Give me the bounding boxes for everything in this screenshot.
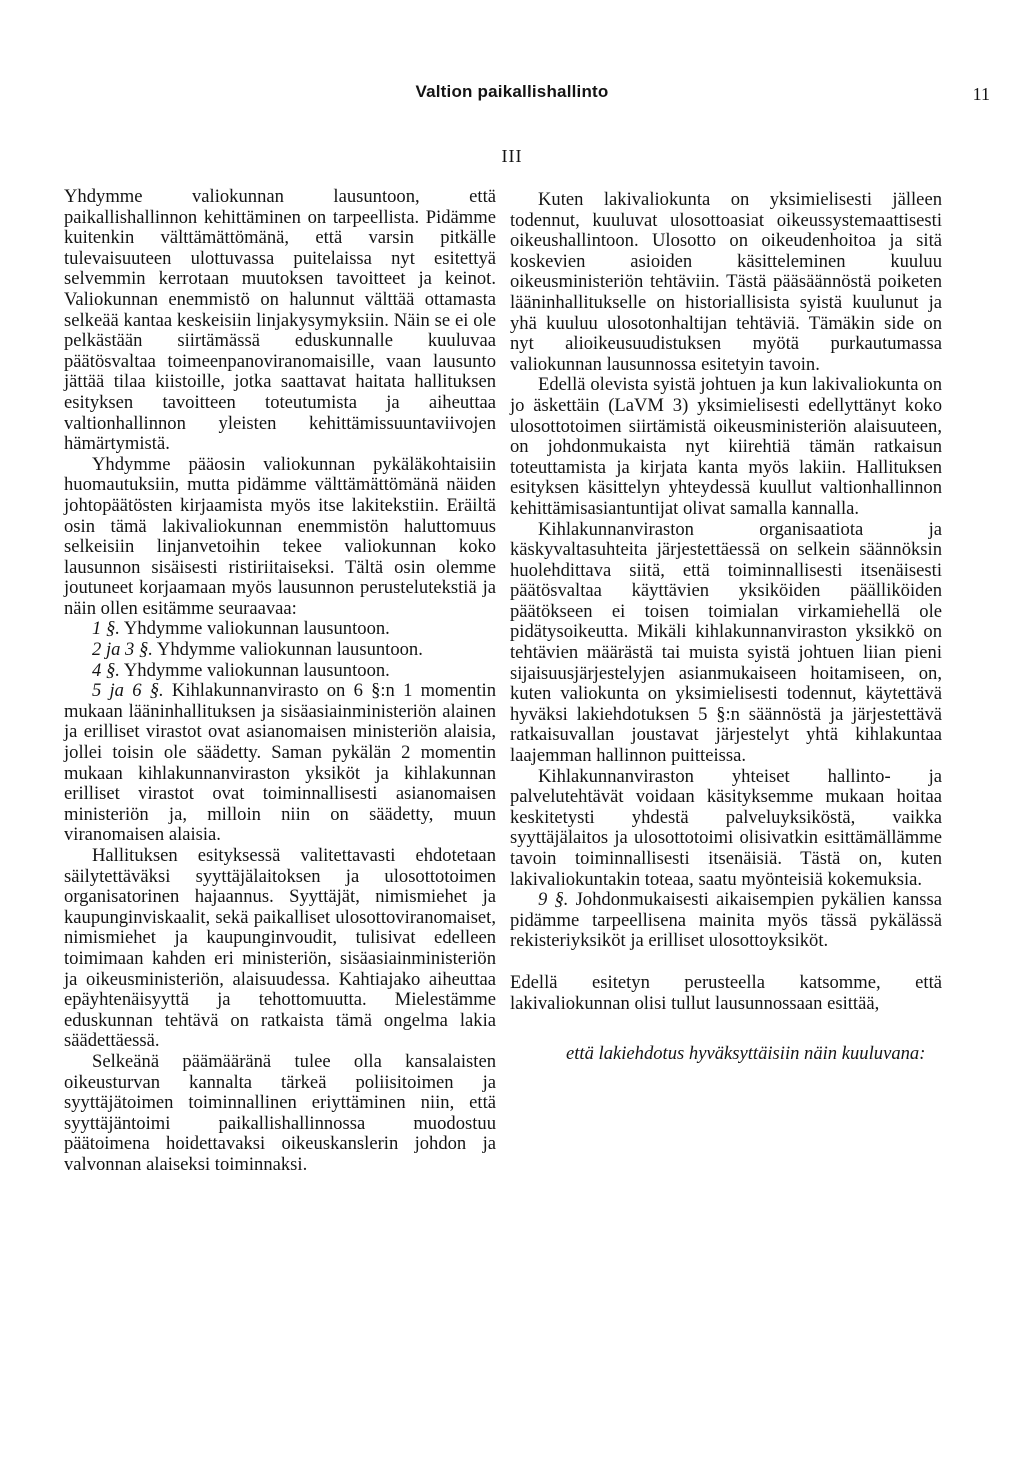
section-item-1 bbox=[64, 619, 496, 640]
left-column bbox=[64, 187, 496, 1176]
section-text-9: Johdonmukaisesti aikaisempien pykälien kanssa pidämme tarpeellisena mainita myös tässä pykälässä rekisteriyksiköt ja erilliset ulosottoyksiköt. bbox=[510, 889, 942, 952]
page-number: 11 bbox=[972, 84, 990, 104]
section-item-4 bbox=[64, 681, 496, 846]
section-item-3 bbox=[64, 661, 496, 682]
section-text-1: Yhdymme valiokunnan lausuntoon. bbox=[119, 618, 390, 640]
left-paragraph-1: Yhdymme valiokunnan lausuntoon, että paikallishallinnon kehittäminen on tarpeellista. Pidämme kuitenkin välttämättömänä, että varsin pitkälle tulevaisuuteen ulottuvassa puitelaissa nyt esitettyä selvemmin kerrotaan muutoksen tavoitteet ja keinot. Valiokunnan enemmistö on halunnut välttää ottamasta selkeää kantaa keskeisiin linjakysymyksiin. Näin se ei ole pelkästään siirtämässä eduskunnalle kuuluvaa päätösvaltaa toimeenpanoviranomaisille, vaan lausunto jättää tilaa kiistoille, jotka saattavat haitata hallituksen esityksen tavoitteen toteutumista ja aiheuttaa valtionhallinnon yleisten kehittämissuuntaviivojen hämärtymistä. bbox=[64, 186, 496, 455]
section-item-9 bbox=[510, 890, 942, 952]
right-paragraph-4: Kihlakunnanviraston yhteiset hallinto- ja palvelutehtävät voidaan käsityksemme mukaan hoitaa keskitetysti yhdestä palveluyksiköstä, vaikka syyttäjälaitos ja ulosottotoimi olisivatkin esittämällämme tavoin toiminnallisesti itsenäisiä. Tästä on, kuten lakivaliokuntakin toteaa, saatu myönteisiä kokemuksia. bbox=[510, 765, 942, 890]
left-paragraph-4: Selkeänä päämääränä tulee olla kansalaisten oikeusturvan kannalta tärkeä poliisitoimen ja syyttäjätoimen toiminnallinen eriyttäminen niin, että syyttäjäntoimi paikallishallinnossa muodostuu päätoimena hoidettavaksi oikeuskanslerin johdon ja valvonnan alaiseksi toiminnaksi. bbox=[64, 1050, 496, 1175]
right-paragraph-2: Edellä olevista syistä johtuen ja kun lakivaliokunta on jo äskettäin (LaVM 3) yksimielisesti edellyttänyt koko ulosottotoimen siirtämistä oikeusministeriön alaisuuteen, on johdonmukaista nyt kiirehtiä tämän ratkaisun toteuttamista ja kirjata kanta myös lakiin. Hallituksen esityksen käsittelyn yhteydessä kuullut valtionhallinnon kehittämisasiantuntijat olivat samalla kannalla. bbox=[510, 374, 942, 519]
closing-statement: että lakiehdotus hyväksyttäisiin näin kuuluvana: bbox=[566, 1043, 926, 1065]
section-ref-9: 9 §. bbox=[538, 889, 569, 911]
section-number: III bbox=[501, 146, 523, 166]
section-ref-2: 2 ja 3 §. bbox=[92, 639, 153, 661]
section-text-3: Yhdymme valiokunnan lausuntoon. bbox=[119, 659, 390, 681]
section-item-2 bbox=[64, 640, 496, 661]
left-paragraph-2: Yhdymme pääosin valiokunnan pykäläkohtaisiin huomautuksiin, mutta pidämme välttämättömänä näiden johtopäätösten kirjaamista myös itse lakitekstiin. Eräiltä osin tämä lakivaliokunnan enemmistön haluttomuus selkeisiin linjanvetoihin tekee valiokunnan koko lausunnon sisäisesti ristiriitaiseksi. Tältä osin olemme joutuneet korjaamaan myös lausunnon perustelutekstiä ja näin ollen esitämme seuraavaa: bbox=[64, 453, 496, 619]
right-paragraph-5: Edellä esitetyn perusteella katsomme, että lakivaliokunnan olisi tullut lausunnossaan esittää, bbox=[510, 971, 942, 1014]
section-ref-1: 1 §. bbox=[92, 618, 120, 640]
section-text-4: Kihlakunnanvirasto on 6 §:n 1 momentin mukaan lääninhallituksen ja sisäasiainministeriön alainen ja erilliset virastot ovat asianomaisen ministeriön alaisia, jollei toisin ole säädetty. Saman pykälän 2 momentin mukaan kihlakunnanviraston yksiköt ja kihlakunnan erilliset virastot ovat toiminnallisesti asianomaisen ministeriön ja, milloin niin on säädetty, muun viranomaisen alaisia. bbox=[64, 680, 496, 846]
right-column bbox=[510, 190, 942, 1065]
right-paragraph-1: Kuten lakivaliokunta on yksimielisesti jälleen todennut, kuuluvat ulosottoasiat oikeussystemaattisesti oikeushallintoon. Ulosotto on oikeudenhoitoa ja sitä koskevien asioiden käsitteleminen kuuluu oikeusministeriön tehtäviin. Tästä pääsäännöstä poiketen lääninhallitukselle on historiallisista syistä kuulunut ja yhä kuuluu ulosotonhaltijan tehtäviä. Tämäkin side on nyt alioikeusuudistuksen myötä purkautumassa valiokunnan lausunnossa esitetyin tavoin. bbox=[510, 189, 942, 375]
section-ref-4: 5 ja 6 §. bbox=[92, 680, 164, 702]
left-paragraph-3: Hallituksen esityksessä valitettavasti ehdotetaan säilytettäväksi syyttäjälaitoksen ja ulosottotoimen organisatorinen hajaannus. Syyttäjät, nimismiehet ja kaupunginviskaalit, sekä paikalliset ulosottoviranomaiset, nimismiehet ja kaupunginvoudit, tulisivat edelleen toimimaan kahden eri ministeriön, sisäasiainministeriön ja oikeusministeriön, alaisuudessa. Kahtiajako aiheuttaa epäyhtenäisyyttä ja tehottomuutta. Mielestämme eduskunnan tehtävä on ratkaista tämä ongelma lakia säädettäessä. bbox=[64, 845, 496, 1052]
right-paragraph-3: Kihlakunnanviraston organisaatiota ja käskyvaltasuhteita järjestettäessä on selkein säännöksin huolehdittava siitä, että toiminnallisesti itsenäisesti päätösvaltaa käyttävien yksiköiden päälliköiden päätökseen ei toisen toimialan virkamiehellä ole pidätysoikeutta. Mikäli kihlakunnanviraston yksikkö on tehtävien määrästä tai muista syistä johtuen liian pieni sijaisuusjärjestelyjen asianmukaiseen hoitamiseen, on, kuten valiokunta on yksimielisesti todennut, käytettävä hyväksi lakiehdotuksen 5 §:n säännöstä ja järjestettävä ratkaisuvallan joustavat järjestelyt yhtä kihlakuntaa laajemman hallinnon puitteissa. bbox=[510, 518, 942, 767]
section-ref-3: 4 §. bbox=[92, 659, 120, 681]
section-text-2: Yhdymme valiokunnan lausuntoon. bbox=[152, 639, 423, 661]
running-header-title: Valtion paikallishallinto bbox=[415, 82, 609, 101]
